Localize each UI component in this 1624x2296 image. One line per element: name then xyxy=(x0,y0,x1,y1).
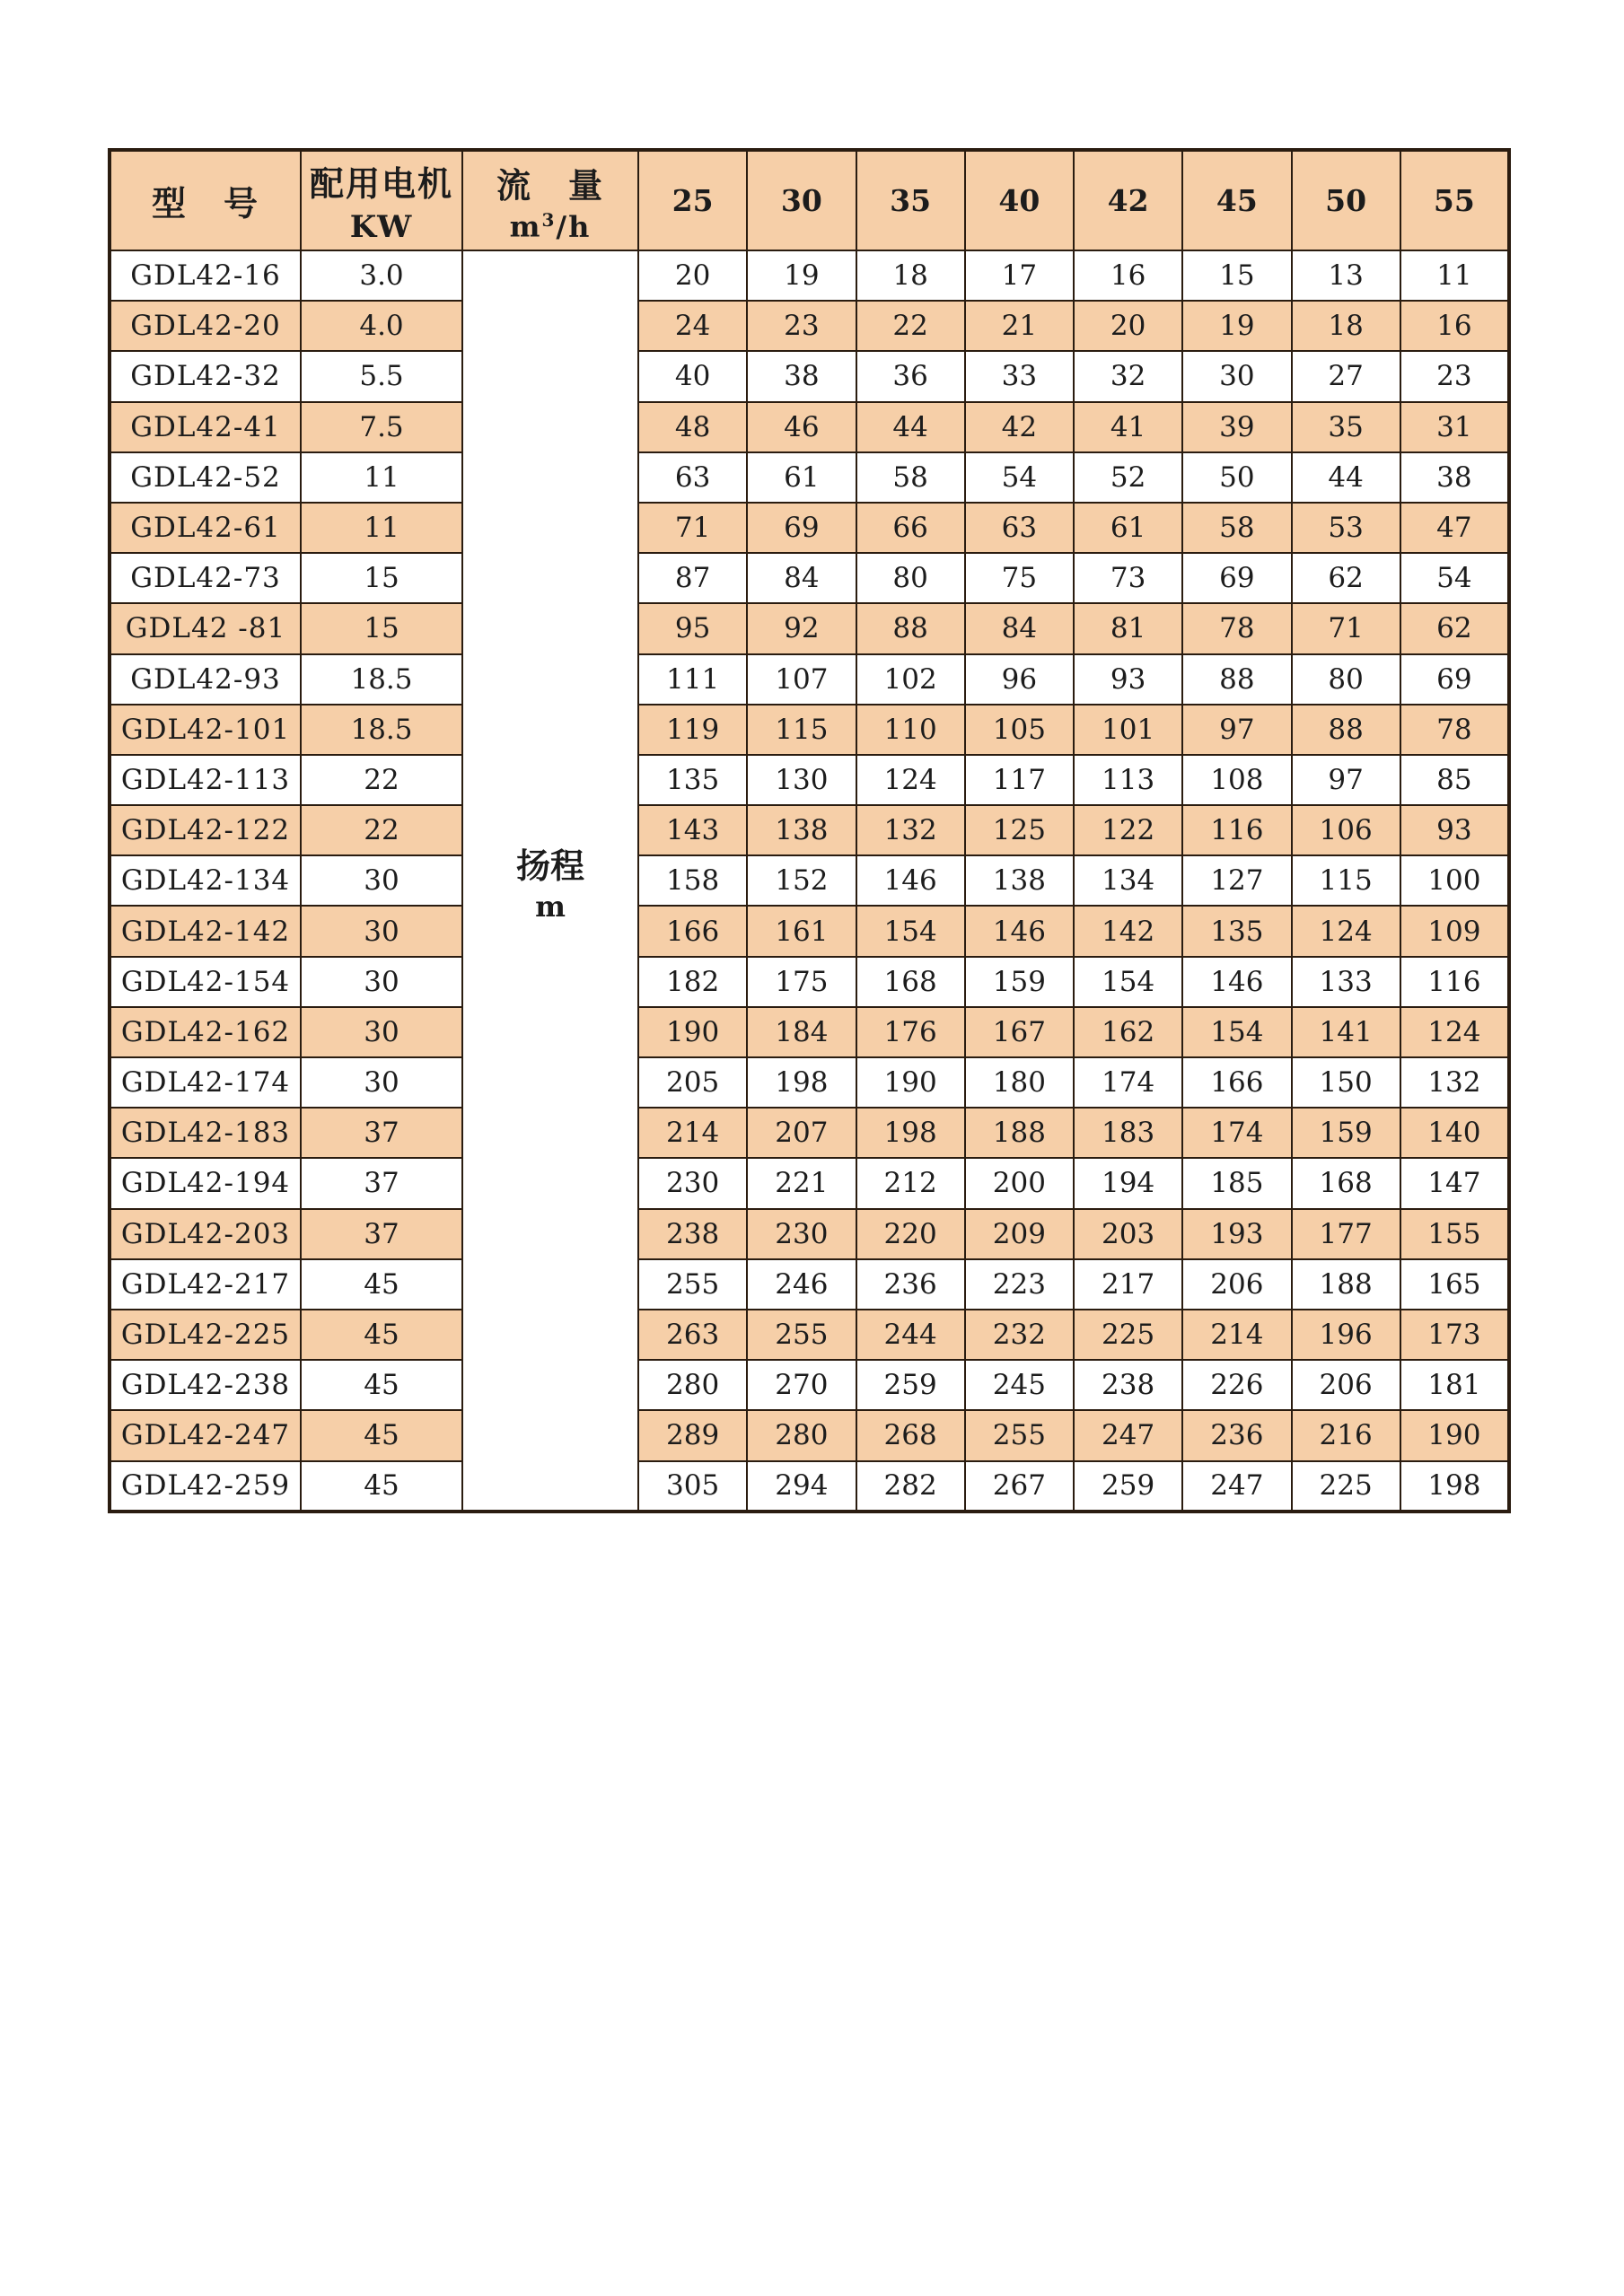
head-value-cell: 106 xyxy=(1292,805,1400,855)
head-value-cell: 255 xyxy=(638,1259,747,1310)
head-value-cell: 115 xyxy=(747,705,856,755)
model-cell: GDL42-73 xyxy=(110,553,301,603)
motor-kw-cell: 15 xyxy=(301,553,462,603)
head-value-cell: 58 xyxy=(856,452,965,503)
model-cell: GDL42-113 xyxy=(110,755,301,805)
head-value-cell: 146 xyxy=(1182,957,1291,1007)
header-motor-label: 配用电机 xyxy=(309,163,453,204)
head-merged-cell xyxy=(462,250,638,1512)
head-value-cell: 200 xyxy=(965,1158,1074,1208)
head-value-cell: 217 xyxy=(1074,1259,1182,1310)
head-value-cell: 78 xyxy=(1182,603,1291,653)
head-value-cell: 73 xyxy=(1074,553,1182,603)
head-value-cell: 159 xyxy=(965,957,1074,1007)
head-value-cell: 198 xyxy=(747,1057,856,1108)
head-value-cell: 238 xyxy=(1074,1360,1182,1410)
motor-kw-cell: 5.5 xyxy=(301,351,462,401)
head-value-cell: 193 xyxy=(1182,1209,1291,1259)
head-value-cell: 93 xyxy=(1074,654,1182,705)
head-value-cell: 96 xyxy=(965,654,1074,705)
head-value-cell: 232 xyxy=(965,1310,1074,1360)
head-value-cell: 95 xyxy=(638,603,747,653)
head-value-cell: 107 xyxy=(747,654,856,705)
model-cell: GDL42-101 xyxy=(110,705,301,755)
model-cell: GDL42-183 xyxy=(110,1108,301,1158)
head-value-cell: 294 xyxy=(747,1461,856,1512)
head-value-cell: 62 xyxy=(1292,553,1400,603)
head-value-cell: 109 xyxy=(1400,906,1509,956)
motor-kw-cell: 30 xyxy=(301,906,462,956)
header-flow-label: 流 量 xyxy=(496,164,604,206)
table-row xyxy=(110,1108,1509,1158)
head-value-cell: 134 xyxy=(1074,855,1182,906)
head-value-cell: 47 xyxy=(1400,503,1509,553)
head-value-cell: 27 xyxy=(1292,351,1400,401)
head-value-cell: 38 xyxy=(1400,452,1509,503)
table-row xyxy=(110,351,1509,401)
head-value-cell: 146 xyxy=(965,906,1074,956)
head-value-cell: 108 xyxy=(1182,755,1291,805)
head-value-cell: 22 xyxy=(856,301,965,351)
head-value-cell: 85 xyxy=(1400,755,1509,805)
head-value-cell: 180 xyxy=(965,1057,1074,1108)
head-value-cell: 147 xyxy=(1400,1158,1509,1208)
head-value-cell: 152 xyxy=(747,855,856,906)
head-value-cell: 115 xyxy=(1292,855,1400,906)
model-cell: GDL42 -81 xyxy=(110,603,301,653)
head-value-cell: 110 xyxy=(856,705,965,755)
head-value-cell: 71 xyxy=(1292,603,1400,653)
table-row xyxy=(110,1158,1509,1208)
header-flow-col-35: 35 xyxy=(856,150,965,250)
motor-kw-cell: 3.0 xyxy=(301,250,462,301)
header-flow-col-42: 42 xyxy=(1074,150,1182,250)
head-value-cell: 124 xyxy=(1400,1007,1509,1057)
head-value-cell: 247 xyxy=(1074,1410,1182,1460)
motor-kw-cell: 45 xyxy=(301,1310,462,1360)
header-model-label: 型 号 xyxy=(151,183,259,223)
head-value-cell: 19 xyxy=(1182,301,1291,351)
head-value-cell: 20 xyxy=(638,250,747,301)
head-value-cell: 168 xyxy=(856,957,965,1007)
table-row xyxy=(110,301,1509,351)
head-value-cell: 230 xyxy=(638,1158,747,1208)
model-cell: GDL42-41 xyxy=(110,402,301,452)
motor-kw-cell: 37 xyxy=(301,1158,462,1208)
head-value-cell: 203 xyxy=(1074,1209,1182,1259)
head-value-cell: 188 xyxy=(1292,1259,1400,1310)
head-value-cell: 212 xyxy=(856,1158,965,1208)
head-value-cell: 32 xyxy=(1074,351,1182,401)
head-value-cell: 50 xyxy=(1182,452,1291,503)
head-value-cell: 158 xyxy=(638,855,747,906)
head-value-cell: 69 xyxy=(1400,654,1509,705)
head-value-cell: 35 xyxy=(1292,402,1400,452)
head-value-cell: 159 xyxy=(1292,1108,1400,1158)
head-value-cell: 20 xyxy=(1074,301,1182,351)
table-row xyxy=(110,1057,1509,1108)
motor-kw-cell: 4.0 xyxy=(301,301,462,351)
head-value-cell: 142 xyxy=(1074,906,1182,956)
motor-kw-cell: 7.5 xyxy=(301,402,462,452)
motor-kw-cell: 11 xyxy=(301,452,462,503)
table-row xyxy=(110,1360,1509,1410)
header-flow-col-55: 55 xyxy=(1400,150,1509,250)
head-value-cell: 113 xyxy=(1074,755,1182,805)
head-value-cell: 41 xyxy=(1074,402,1182,452)
head-value-cell: 16 xyxy=(1074,250,1182,301)
table-row xyxy=(110,250,1509,301)
head-value-cell: 84 xyxy=(747,553,856,603)
head-value-cell: 66 xyxy=(856,503,965,553)
head-value-cell: 61 xyxy=(747,452,856,503)
head-value-cell: 44 xyxy=(1292,452,1400,503)
head-value-cell: 184 xyxy=(747,1007,856,1057)
head-value-cell: 166 xyxy=(638,906,747,956)
head-value-cell: 154 xyxy=(1074,957,1182,1007)
head-value-cell: 183 xyxy=(1074,1108,1182,1158)
motor-kw-cell: 18.5 xyxy=(301,654,462,705)
header-flow-col-30: 30 xyxy=(747,150,856,250)
head-value-cell: 88 xyxy=(1182,654,1291,705)
head-value-cell: 206 xyxy=(1292,1360,1400,1410)
head-value-cell: 190 xyxy=(856,1057,965,1108)
header-flow-col-45: 45 xyxy=(1182,150,1291,250)
head-value-cell: 255 xyxy=(965,1410,1074,1460)
head-value-cell: 226 xyxy=(1182,1360,1291,1410)
model-cell: GDL42-52 xyxy=(110,452,301,503)
table-row xyxy=(110,1410,1509,1460)
head-value-cell: 205 xyxy=(638,1057,747,1108)
head-value-cell: 190 xyxy=(1400,1410,1509,1460)
head-value-cell: 125 xyxy=(965,805,1074,855)
table-row xyxy=(110,906,1509,956)
head-value-cell: 155 xyxy=(1400,1209,1509,1259)
head-value-cell: 87 xyxy=(638,553,747,603)
head-value-cell: 124 xyxy=(1292,906,1400,956)
head-value-cell: 100 xyxy=(1400,855,1509,906)
head-value-cell: 214 xyxy=(638,1108,747,1158)
head-value-cell: 268 xyxy=(856,1410,965,1460)
head-value-cell: 75 xyxy=(965,553,1074,603)
head-value-cell: 181 xyxy=(1400,1360,1509,1410)
head-value-cell: 105 xyxy=(965,705,1074,755)
head-value-cell: 244 xyxy=(856,1310,965,1360)
head-value-cell: 16 xyxy=(1400,301,1509,351)
head-value-cell: 255 xyxy=(747,1310,856,1360)
head-value-cell: 116 xyxy=(1400,957,1509,1007)
head-value-cell: 58 xyxy=(1182,503,1291,553)
head-value-cell: 174 xyxy=(1182,1108,1291,1158)
motor-kw-cell: 15 xyxy=(301,603,462,653)
header-motor-unit: KW xyxy=(349,209,414,245)
model-cell: GDL42-217 xyxy=(110,1259,301,1310)
head-value-cell: 209 xyxy=(965,1209,1074,1259)
head-value-cell: 245 xyxy=(965,1360,1074,1410)
model-cell: GDL42-61 xyxy=(110,503,301,553)
head-value-cell: 40 xyxy=(638,351,747,401)
head-value-cell: 173 xyxy=(1400,1310,1509,1360)
table-row xyxy=(110,755,1509,805)
motor-kw-cell: 22 xyxy=(301,755,462,805)
head-value-cell: 97 xyxy=(1182,705,1291,755)
head-value-cell: 188 xyxy=(965,1108,1074,1158)
head-value-cell: 102 xyxy=(856,654,965,705)
table-row xyxy=(110,1209,1509,1259)
head-value-cell: 263 xyxy=(638,1310,747,1360)
head-value-cell: 54 xyxy=(1400,553,1509,603)
head-value-cell: 81 xyxy=(1074,603,1182,653)
table-row xyxy=(110,553,1509,603)
head-value-cell: 154 xyxy=(856,906,965,956)
head-value-cell: 11 xyxy=(1400,250,1509,301)
head-value-cell: 127 xyxy=(1182,855,1291,906)
head-value-cell: 150 xyxy=(1292,1057,1400,1108)
head-value-cell: 194 xyxy=(1074,1158,1182,1208)
head-value-cell: 185 xyxy=(1182,1158,1291,1208)
head-value-cell: 54 xyxy=(965,452,1074,503)
table-row xyxy=(110,503,1509,553)
motor-kw-cell: 45 xyxy=(301,1461,462,1512)
head-value-cell: 13 xyxy=(1292,250,1400,301)
head-value-cell: 238 xyxy=(638,1209,747,1259)
model-cell: GDL42-20 xyxy=(110,301,301,351)
table-body xyxy=(110,250,1509,1512)
head-value-cell: 135 xyxy=(1182,906,1291,956)
head-value-cell: 190 xyxy=(638,1007,747,1057)
head-value-cell: 44 xyxy=(856,402,965,452)
head-value-cell: 119 xyxy=(638,705,747,755)
head-value-cell: 246 xyxy=(747,1259,856,1310)
motor-kw-cell: 45 xyxy=(301,1259,462,1310)
head-value-cell: 143 xyxy=(638,805,747,855)
motor-kw-cell: 45 xyxy=(301,1360,462,1410)
head-value-cell: 71 xyxy=(638,503,747,553)
head-value-cell: 63 xyxy=(638,452,747,503)
head-value-cell: 62 xyxy=(1400,603,1509,653)
head-value-cell: 138 xyxy=(965,855,1074,906)
model-cell: GDL42-194 xyxy=(110,1158,301,1208)
head-value-cell: 117 xyxy=(965,755,1074,805)
model-cell: GDL42-16 xyxy=(110,250,301,301)
head-value-cell: 69 xyxy=(1182,553,1291,603)
table-row xyxy=(110,603,1509,653)
motor-kw-cell: 37 xyxy=(301,1209,462,1259)
head-value-cell: 223 xyxy=(965,1259,1074,1310)
head-value-cell: 198 xyxy=(1400,1461,1509,1512)
model-cell: GDL42-225 xyxy=(110,1310,301,1360)
head-value-cell: 93 xyxy=(1400,805,1509,855)
head-value-cell: 182 xyxy=(638,957,747,1007)
table-row xyxy=(110,805,1509,855)
head-value-cell: 46 xyxy=(747,402,856,452)
head-value-cell: 80 xyxy=(856,553,965,603)
head-value-cell: 230 xyxy=(747,1209,856,1259)
head-value-cell: 207 xyxy=(747,1108,856,1158)
head-value-cell: 259 xyxy=(1074,1461,1182,1512)
motor-kw-cell: 30 xyxy=(301,1007,462,1057)
head-value-cell: 198 xyxy=(856,1108,965,1158)
header-flow-unit: $m^3/h$ xyxy=(509,208,592,244)
table-row xyxy=(110,654,1509,705)
head-value-cell: 220 xyxy=(856,1209,965,1259)
head-value-cell: 174 xyxy=(1074,1057,1182,1108)
head-value-cell: 214 xyxy=(1182,1310,1291,1360)
head-value-cell: 175 xyxy=(747,957,856,1007)
head-value-cell: 221 xyxy=(747,1158,856,1208)
table-row xyxy=(110,957,1509,1007)
model-cell: GDL42-259 xyxy=(110,1461,301,1512)
head-value-cell: 165 xyxy=(1400,1259,1509,1310)
head-value-cell: 289 xyxy=(638,1410,747,1460)
head-value-cell: 18 xyxy=(856,250,965,301)
head-value-cell: 18 xyxy=(1292,301,1400,351)
head-value-cell: 216 xyxy=(1292,1410,1400,1460)
header-flow-col-50: 50 xyxy=(1292,150,1400,250)
head-value-cell: 78 xyxy=(1400,705,1509,755)
header-flow-col-25: 25 xyxy=(638,150,747,250)
head-value-cell: 130 xyxy=(747,755,856,805)
head-value-cell: 23 xyxy=(747,301,856,351)
head-value-cell: 141 xyxy=(1292,1007,1400,1057)
model-cell: GDL42-32 xyxy=(110,351,301,401)
head-value-cell: 167 xyxy=(965,1007,1074,1057)
model-cell: GDL42-142 xyxy=(110,906,301,956)
head-value-cell: 168 xyxy=(1292,1158,1400,1208)
head-value-cell: 196 xyxy=(1292,1310,1400,1360)
model-cell: GDL42-203 xyxy=(110,1209,301,1259)
head-value-cell: 30 xyxy=(1182,351,1291,401)
head-value-cell: 23 xyxy=(1400,351,1509,401)
head-value-cell: 53 xyxy=(1292,503,1400,553)
head-value-cell: 138 xyxy=(747,805,856,855)
head-value-cell: 236 xyxy=(856,1259,965,1310)
head-value-cell: 225 xyxy=(1074,1310,1182,1360)
head-value-cell: 166 xyxy=(1182,1057,1291,1108)
pump-spec-table xyxy=(108,148,1511,1513)
head-unit: m xyxy=(535,889,566,924)
motor-kw-cell: 30 xyxy=(301,855,462,906)
model-cell: GDL42-174 xyxy=(110,1057,301,1108)
table-row xyxy=(110,1310,1509,1360)
head-value-cell: 270 xyxy=(747,1360,856,1410)
head-value-cell: 280 xyxy=(747,1410,856,1460)
head-value-cell: 161 xyxy=(747,906,856,956)
head-label: 扬程 xyxy=(515,845,584,886)
head-value-cell: 80 xyxy=(1292,654,1400,705)
head-value-cell: 132 xyxy=(1400,1057,1509,1108)
head-value-cell: 247 xyxy=(1182,1461,1291,1512)
head-value-cell: 92 xyxy=(747,603,856,653)
head-value-cell: 267 xyxy=(965,1461,1074,1512)
table-row xyxy=(110,452,1509,503)
head-value-cell: 177 xyxy=(1292,1209,1400,1259)
head-value-cell: 61 xyxy=(1074,503,1182,553)
head-value-cell: 111 xyxy=(638,654,747,705)
model-cell: GDL42-122 xyxy=(110,805,301,855)
model-cell: GDL42-162 xyxy=(110,1007,301,1057)
head-value-cell: 132 xyxy=(856,805,965,855)
header-motor xyxy=(301,150,462,250)
head-value-cell: 162 xyxy=(1074,1007,1182,1057)
head-value-cell: 52 xyxy=(1074,452,1182,503)
head-value-cell: 280 xyxy=(638,1360,747,1410)
model-cell: GDL42-154 xyxy=(110,957,301,1007)
head-value-cell: 36 xyxy=(856,351,965,401)
head-value-cell: 17 xyxy=(965,250,1074,301)
table-row xyxy=(110,855,1509,906)
table-row xyxy=(110,402,1509,452)
model-cell: GDL42-238 xyxy=(110,1360,301,1410)
header-flow-col-40: 40 xyxy=(965,150,1074,250)
head-value-cell: 176 xyxy=(856,1007,965,1057)
head-value-cell: 124 xyxy=(856,755,965,805)
motor-kw-cell: 11 xyxy=(301,503,462,553)
header-row xyxy=(110,150,1509,250)
head-value-cell: 31 xyxy=(1400,402,1509,452)
motor-kw-cell: 30 xyxy=(301,957,462,1007)
header-flow xyxy=(462,150,638,250)
motor-kw-cell: 37 xyxy=(301,1108,462,1158)
head-value-cell: 225 xyxy=(1292,1461,1400,1512)
head-value-cell: 88 xyxy=(1292,705,1400,755)
motor-kw-cell: 18.5 xyxy=(301,705,462,755)
head-value-cell: 146 xyxy=(856,855,965,906)
head-value-cell: 63 xyxy=(965,503,1074,553)
head-value-cell: 69 xyxy=(747,503,856,553)
head-value-cell: 101 xyxy=(1074,705,1182,755)
head-value-cell: 282 xyxy=(856,1461,965,1512)
table-row xyxy=(110,1259,1509,1310)
head-value-cell: 21 xyxy=(965,301,1074,351)
model-cell: GDL42-247 xyxy=(110,1410,301,1460)
model-cell: GDL42-134 xyxy=(110,855,301,906)
head-value-cell: 24 xyxy=(638,301,747,351)
table-row xyxy=(110,1461,1509,1512)
head-value-cell: 97 xyxy=(1292,755,1400,805)
head-value-cell: 42 xyxy=(965,402,1074,452)
head-value-cell: 19 xyxy=(747,250,856,301)
motor-kw-cell: 45 xyxy=(301,1410,462,1460)
head-value-cell: 116 xyxy=(1182,805,1291,855)
head-value-cell: 39 xyxy=(1182,402,1291,452)
model-cell: GDL42-93 xyxy=(110,654,301,705)
head-value-cell: 259 xyxy=(856,1360,965,1410)
head-value-cell: 48 xyxy=(638,402,747,452)
motor-kw-cell: 22 xyxy=(301,805,462,855)
head-value-cell: 154 xyxy=(1182,1007,1291,1057)
head-value-cell: 38 xyxy=(747,351,856,401)
header-model xyxy=(110,150,301,250)
head-value-cell: 133 xyxy=(1292,957,1400,1007)
table-row xyxy=(110,1007,1509,1057)
head-value-cell: 135 xyxy=(638,755,747,805)
motor-kw-cell: 30 xyxy=(301,1057,462,1108)
head-value-cell: 84 xyxy=(965,603,1074,653)
head-value-cell: 140 xyxy=(1400,1108,1509,1158)
head-value-cell: 305 xyxy=(638,1461,747,1512)
table-row xyxy=(110,705,1509,755)
head-value-cell: 33 xyxy=(965,351,1074,401)
head-value-cell: 236 xyxy=(1182,1410,1291,1460)
head-value-cell: 122 xyxy=(1074,805,1182,855)
head-value-cell: 206 xyxy=(1182,1259,1291,1310)
head-value-cell: 15 xyxy=(1182,250,1291,301)
head-value-cell: 88 xyxy=(856,603,965,653)
